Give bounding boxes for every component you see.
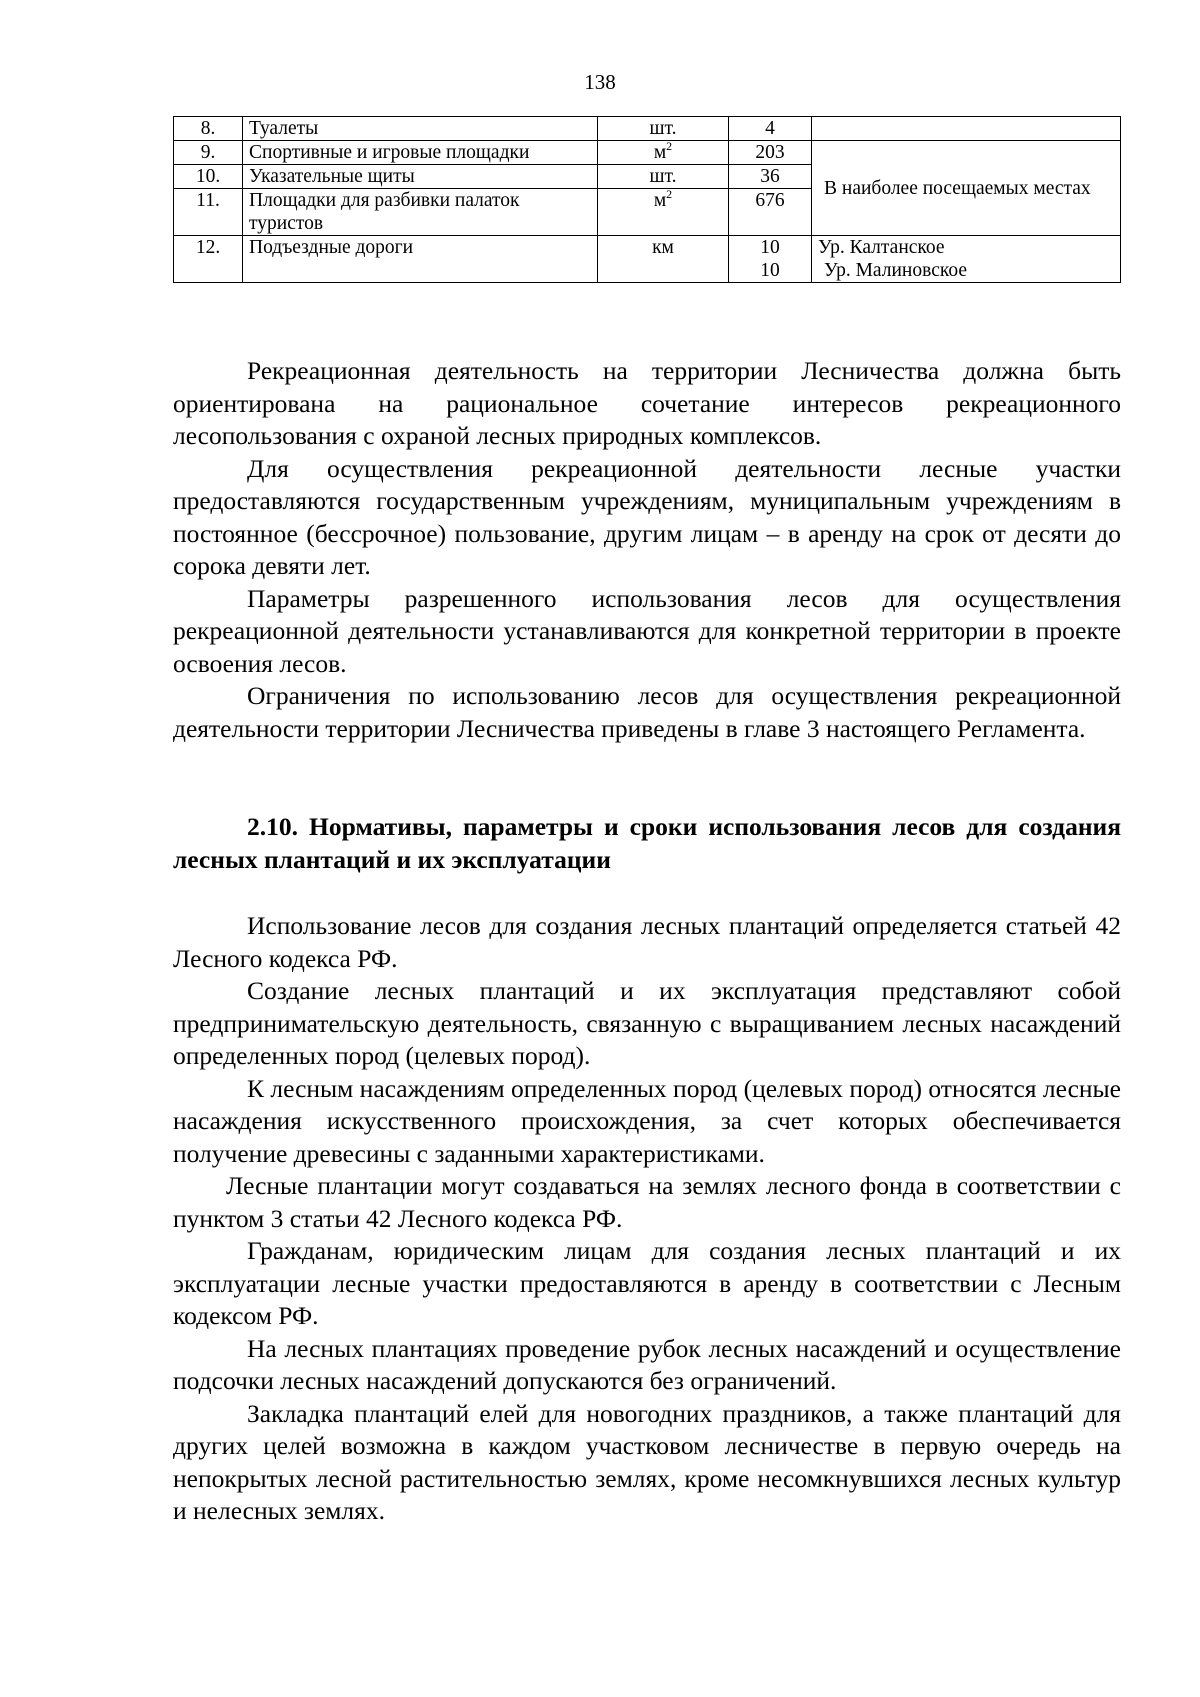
- row-name: Указательные щиты: [243, 165, 598, 189]
- paragraph: Закладка плантаций елей для новогодних праздников, а также плантаций для других целей возможна в каждом участковом лесничестве в первую очередь на непокрытых лесной растительностью землях, кроме несомкнувшихся лесных культур и нелесных землях.: [173, 1398, 1121, 1525]
- row-number: 10.: [174, 165, 243, 189]
- unit-text: м: [653, 142, 667, 163]
- quantity-line: 10: [760, 237, 780, 258]
- facilities-table: [173, 116, 1121, 283]
- row-name: Туалеты: [243, 117, 598, 141]
- paragraph: Гражданам, юридическим лицам для создания лесных плантаций и их эксплуатации лесные участки предоставляются в аренду в соответствии с Лесным кодексом РФ.: [173, 1236, 1121, 1330]
- paragraph: На лесных плантациях проведение рубок лесных насаждений и осуществление подсочки лесных насаждений допускаются без ограничений.: [173, 1333, 1121, 1395]
- paragraph: Параметры разрешенного использования лесов для осуществления рекреационной деятельности устанавливаются для конкретной территории в проекте освоения лесов.: [173, 583, 1121, 678]
- row-number: 8.: [174, 117, 243, 141]
- recreation-text: [173, 355, 1121, 745]
- row-name: Подъездные дороги: [243, 236, 598, 283]
- quantity-line: 10: [760, 260, 780, 281]
- row-quantity: 676: [729, 189, 812, 236]
- paragraph: Лесные плантации могут создаваться на землях лесного фонда в соответствии с пунктом 3 статьи 42 Лесного кодекса РФ.: [173, 1171, 1121, 1233]
- table-row: [174, 117, 1121, 141]
- row-note: [812, 236, 1121, 283]
- row-unit: шт.: [598, 165, 729, 189]
- paragraph: Создание лесных плантаций и их эксплуатация представляют собой предпринимательскую деятельность, связанную с выращиванием лесных насаждений определенных пород (целевых пород).: [173, 976, 1121, 1070]
- merged-note-text: В наиболее посещаемых местах: [824, 177, 1091, 199]
- unit-superscript: 2: [666, 187, 673, 201]
- plantations-text: [173, 910, 1121, 1528]
- paragraph: Для осуществления рекреационной деятельности лесные участки предоставляются государственным учреждениям, муниципальным учреждениям в постоянное (бессрочное) пользование, другим лицам – в аренду на срок от десяти до сорока девяти лет.: [173, 453, 1121, 580]
- paragraph: Рекреационная деятельность на территории Лесничества должна быть ориентирована на рациональное сочетание интересов рекреационного лесопользования с охраной лесных природных комплексов.: [173, 356, 1121, 450]
- row-unit: км: [598, 236, 729, 283]
- row-name: Спортивные и игровые площадки: [243, 141, 598, 165]
- note-line: Ур. Малиновское: [824, 260, 967, 281]
- paragraph: К лесным насаждениям определенных пород (целевых пород) относятся лесные насаждения искусственного происхождения, за счет которых обеспечивается получение древесины с заданными характеристиками.: [173, 1073, 1121, 1168]
- paragraph: Ограничения по использованию лесов для осуществления рекреационной деятельности территории Лесничества приведены в главе 3 настоящего Регламента.: [173, 681, 1121, 743]
- table-row: [174, 236, 1121, 283]
- row-number: 11.: [174, 189, 243, 236]
- table-row: [174, 141, 1121, 165]
- row-quantity: 4: [729, 117, 812, 141]
- row-name: Площадки для разбивки палаток туристов: [243, 189, 598, 236]
- row-unit: [598, 141, 729, 165]
- row-number: 12.: [174, 236, 243, 283]
- row-unit: [598, 189, 729, 236]
- note-line: Ур. Калтанское: [818, 237, 945, 258]
- row-quantity: 36: [729, 165, 812, 189]
- merged-note: [812, 141, 1121, 236]
- row-quantity: [729, 236, 812, 283]
- row-quantity: 203: [729, 141, 812, 165]
- unit-text: м: [653, 190, 667, 211]
- row-note-empty: [812, 117, 1121, 141]
- row-number: 9.: [174, 141, 243, 165]
- section-heading: 2.10. Нормативы, параметры и сроки использования лесов для создания лесных плантаций и их эксплуатации: [173, 812, 1121, 874]
- row-unit: шт.: [598, 117, 729, 141]
- unit-superscript: 2: [666, 139, 673, 153]
- page-number: 138: [584, 70, 616, 94]
- paragraph: Использование лесов для создания лесных плантаций определяется статьей 42 Лесного кодекса РФ.: [173, 911, 1121, 973]
